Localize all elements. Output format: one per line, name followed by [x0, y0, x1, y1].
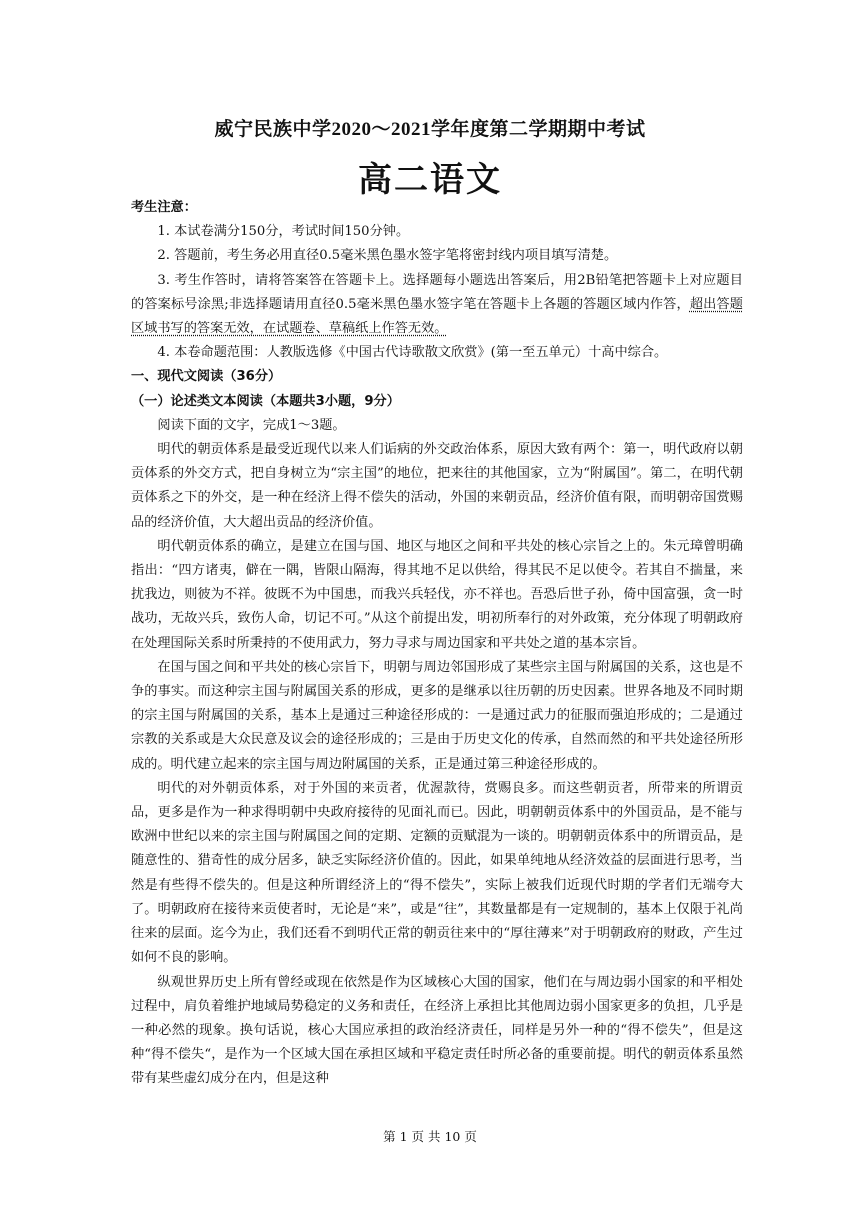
passage-paragraph-2: 明代朝贡体系的确立，是建立在国与国、地区与地区之间和平共处的核心宗旨之上的。朱元璋曾明确指出：“四方诸夷，僻在一隅，皆限山隔海，得其地不足以供给，得其民不足以使令。若其自不揣量，来扰我边，则彼为不祥。彼既不为中国患，而我兴兵轻伐，亦不祥也。吾恐后世子孙，倚中国富强，贪一时战功，无故兴兵，致伤人命，切记不可。”从这个前提出发，明初所奉行的对外政策，充分体现了明朝政府在处理国际关系时所秉持的不使用武力，努力寻求与周边国家和平共处之道的基本宗旨。: [131, 538, 743, 651]
notice-item-3: [131, 269, 743, 342]
subject-title: 高二语文: [358, 160, 502, 200]
notice-heading: 考生注意：: [131, 200, 197, 215]
passage-paragraph-1: 明代的朝贡体系是最受近现代以来人们诟病的外交政治体系，原因大致有两个：第一，明代政府以朝贡体系的外交方式，把自身树立为“宗主国”的地位，把来往的其他国家，立为“附属国”。第二，在明代朝贡体系之下的外交，是一种在经济上得不偿失的活动，外国的来朝贡品，经济价值有限，而明朝帝国赏赐品的经济价值，大大超出贡品的经济价值。: [131, 442, 743, 530]
notice-item-2: 2. 答题前，考生务必用直径0.5毫米黑色墨水签字笔将密封线内项目填写清楚。: [157, 248, 618, 264]
subsection-heading: （一）论述类文本阅读（本题共3小题，9分）: [131, 393, 400, 409]
section-heading: 一、现代文阅读（36分）: [131, 369, 282, 385]
passage-paragraph-3: 在国与国之间和平共处的核心宗旨下，明朝与周边邻国形成了某些宗主国与附属国的关系，这也是不争的事实。而这种宗主国与附属国关系的形成，更多的是继承以往历朝的历史因素。世界各地及不同时期的宗主国与附属国的关系，基本上是通过三种途径形成的：一是通过武力的征服而强迫形成的；二是通过宗教的关系或是大众民意及议会的途径形成的；三是由于历史文化的传承，自然而然的和平共处途径所形成的。明代建立起来的宗主国与周边附属国的关系，正是通过第三种途径形成的。: [131, 659, 743, 772]
page-number: 第 1 页 共 10 页: [383, 1129, 477, 1144]
exam-title: 威宁民族中学2020～2021学年度第二学期期中考试: [214, 119, 646, 140]
notice-item-4: 4. 本卷命题范围：人教版选修《中国古代诗歌散文欣赏》(第一至五单元）十高中综合。: [157, 345, 668, 361]
notice-item-1: 1. 本试卷满分150分，考试时间150分钟。: [157, 224, 410, 240]
reading-instruction: 阅读下面的文字，完成1～3题。: [157, 417, 346, 433]
notice-item-3-text: 3. 考生作答时，请将答案答在答题卡上。选择题每小题选出答案后，用2B铅笔把答题卡上对应题目的答案标号涂黑;非选择题请用直径0.5毫米黑色墨水签字笔在答题卡上各题的答题区域内作答，: [131, 272, 743, 312]
passage-paragraph-4: 明代的对外朝贡体系，对于外国的来贡者，优渥款待，赏赐良多。而这些朝贡者，所带来的所谓贡品，更多是作为一种求得明朝中央政府接待的见面礼而已。因此，明朝朝贡体系中的外国贡品，是不能与欧洲中世纪以来的宗主国与附属国之间的定期、定额的贡赋混为一谈的。明朝朝贡体系中的所谓贡品，是随意性的、猎奇性的成分居多，缺乏实际经济价值的。因此，如果单纯地从经济效益的层面进行思考，当然是有些得不偿失的。但是这种所谓经济上的“得不偿失”，实际上被我们近现代时期的学者们无端夸大了。明朝政府在接待来贡使者时，无论是“来”，或是“往”，其数量都是有一定规制的，基本上仅限于礼尚往来的层面。迄今为止，我们还看不到明代正常的朝贡往来中的“厚往薄来”对于明朝政府的财政，产生过如何不良的影响。: [131, 780, 743, 966]
notice-item-3-emphasis: 超出答题区域书写的答案无效，在试题卷、草稿纸上作答无效。: [131, 296, 743, 337]
passage-paragraph-5: 纵观世界历史上所有曾经或现在依然是作为区域核心大国的国家，他们在与周边弱小国家的和平相处过程中，肩负着维护地域局势稳定的义务和责任，在经济上承担比其他周边弱小国家更多的负担，几乎是一种必然的现象。换句话说，核心大国应承担的政治经济责任，同样是另外一种的“得不偿失”，但是这种“得不偿失“，是作为一个区域大国在承担区域和平稳定责任时所必备的重要前提。明代的朝贡体系虽然带有某些虚幻成分在内，但是这种: [131, 974, 743, 1087]
page-content: [131, 196, 743, 1092]
